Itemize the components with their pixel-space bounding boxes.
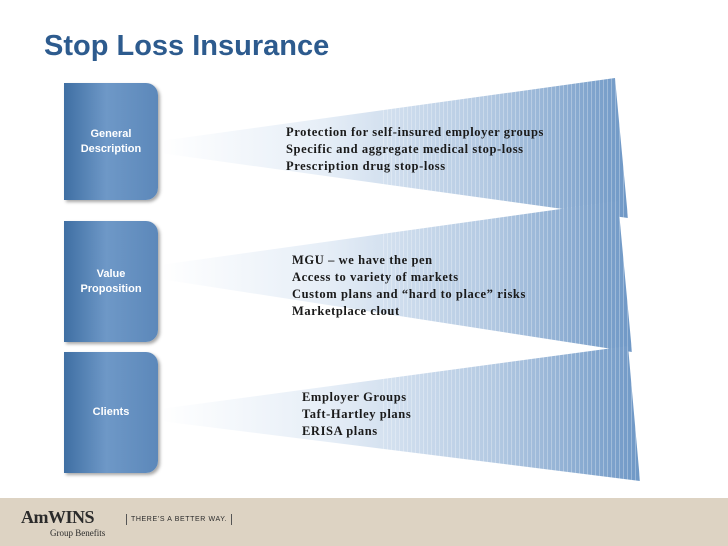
footer-tagline: THERE’S A BETTER WAY. — [126, 514, 232, 525]
row-label-value-proposition — [64, 221, 158, 342]
row-1-content — [286, 124, 544, 175]
logo-subtitle: Group Benefits — [50, 528, 106, 538]
list-item: Specific and aggregate medical stop-loss — [286, 142, 524, 156]
list-item: ERISA plans — [302, 424, 378, 438]
row-label-line: Clients — [92, 406, 130, 418]
list-item: Marketplace clout — [292, 304, 400, 318]
footer-bar — [0, 498, 728, 546]
row-2-content — [292, 252, 526, 320]
amwins-logo: AmWINS — [21, 507, 95, 527]
list-item: Employer Groups — [302, 390, 407, 404]
list-item: MGU – we have the pen — [292, 253, 433, 267]
row-label-clients — [64, 352, 158, 473]
slide-title: Stop Loss Insurance — [44, 30, 330, 62]
row-label-general-description — [64, 83, 158, 200]
list-item: Taft-Hartley plans — [302, 407, 412, 421]
list-item: Access to variety of markets — [292, 270, 459, 284]
row-label-line: Proposition — [80, 282, 142, 295]
row-label-line: Description — [80, 142, 142, 155]
row-3-content — [302, 389, 411, 440]
list-item: Protection for self-insured employer groups — [286, 125, 544, 139]
list-item: Prescription drug stop-loss — [286, 159, 446, 173]
row-label-line: Value — [96, 267, 126, 280]
row-label-line: General — [90, 127, 132, 140]
list-item: Custom plans and “hard to place” risks — [292, 287, 526, 301]
